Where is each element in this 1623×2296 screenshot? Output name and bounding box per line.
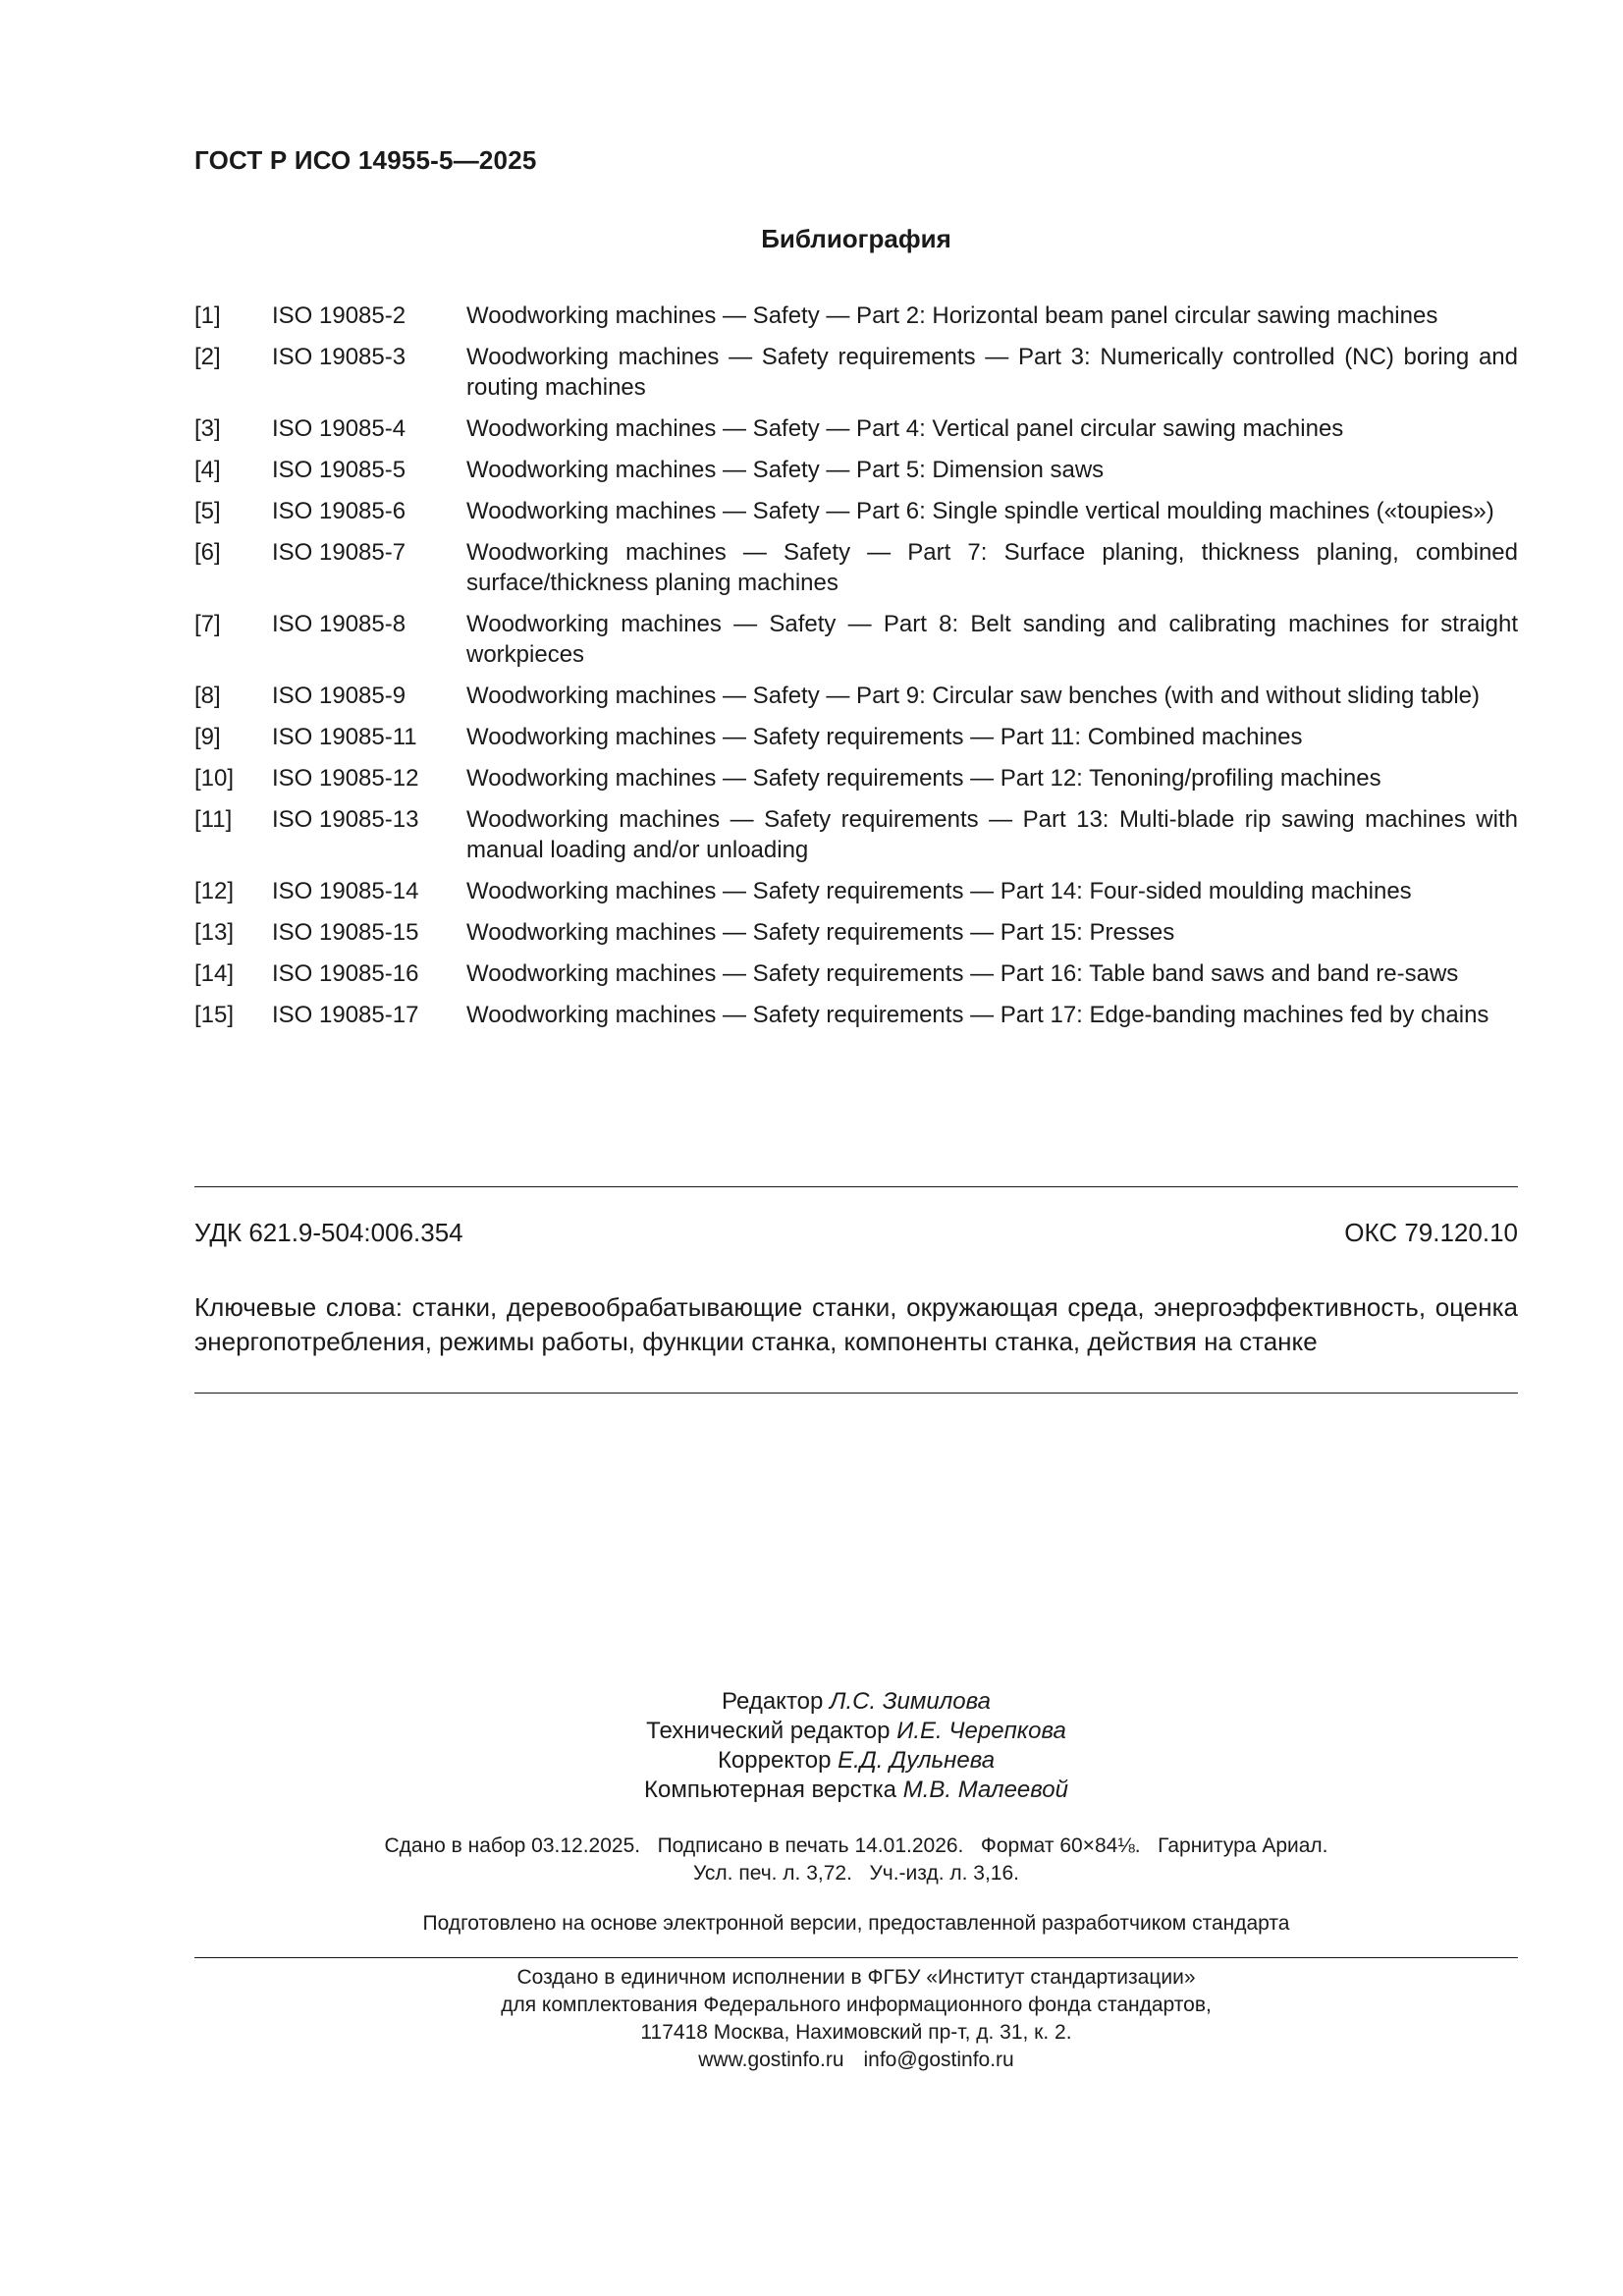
entry-number: [14] [194, 960, 235, 987]
bibliography-entry [194, 917, 1518, 948]
entry-standard-code: ISO 19085-14 [272, 878, 419, 904]
credit-role: Корректор [717, 1747, 832, 1774]
entry-standard-code: ISO 19085-6 [272, 498, 406, 524]
entry-standard-code: ISO 19085-2 [272, 302, 406, 329]
udk-code: УДК 621.9-504:006.354 [194, 1218, 463, 1247]
bibliography-entry [194, 609, 1518, 670]
credit-name: И.Е. Черепкова [896, 1718, 1066, 1744]
credit-name: Е.Д. Дульнева [838, 1747, 996, 1774]
credit-technical-editor [194, 1717, 1518, 1746]
entry-standard-code: ISO 19085-7 [272, 539, 406, 566]
footer-line-3: 117418 Москва, Нахимовский пр-т, д. 31, к. 2. [640, 2021, 1072, 2044]
bibliography-entry [194, 496, 1518, 526]
bibliography-entry [194, 804, 1518, 865]
credit-role: Технический редактор [646, 1718, 891, 1744]
credit-proofreader [194, 1746, 1518, 1776]
entry-standard-code: ISO 19085-11 [272, 724, 417, 750]
bibliography-entry [194, 342, 1518, 403]
bibliography-entry [194, 876, 1518, 906]
entry-standard-code: ISO 19085-17 [272, 1002, 419, 1028]
entry-number: [11] [194, 806, 233, 833]
print-info-line-2: Усл. печ. л. 3,72. Уч.-изд. л. 3,16. [692, 1862, 1019, 1885]
entry-title: Woodworking machines — Safety requirements — Part 12: Tenoning/profiling machines [466, 765, 1381, 792]
entry-number: [2] [194, 344, 221, 370]
divider-top [194, 1186, 1518, 1187]
keywords: Ключевые слова: станки, деревообрабатывающие станки, окружающая среда, энергоэффективность, оценка энергопотребления, режимы работы, функции станка, компоненты станка, действия на станке [194, 1292, 1518, 1356]
bibliography-entry [194, 958, 1518, 989]
entry-title: Woodworking machines — Safety — Part 6: Single spindle vertical moulding machines («toupies») [466, 498, 1494, 524]
entry-number: [10] [194, 765, 235, 792]
entry-number: [6] [194, 539, 221, 566]
credit-role: Компьютерная верстка [644, 1777, 897, 1803]
publisher-footer [194, 1964, 1518, 2074]
entry-standard-code: ISO 19085-4 [272, 415, 406, 442]
bibliography-entry [194, 413, 1518, 444]
credit-name: Л.С. Зимилова [830, 1688, 991, 1715]
bibliography-list [194, 301, 1518, 1041]
entry-title: Woodworking machines — Safety requirements — Part 3: Numerically controlled (NC) boring and routing machines [466, 344, 1518, 401]
footer-line-1: Создано в единичном исполнении в ФГБУ «Институт стандартизации» [516, 1966, 1196, 1989]
entry-number: [3] [194, 415, 221, 442]
bibliography-entry [194, 681, 1518, 711]
entry-title: Woodworking machines — Safety — Part 4: Vertical panel circular sawing machines [466, 415, 1344, 442]
divider-keywords [194, 1393, 1518, 1394]
entry-title: Woodworking machines — Safety requirements — Part 15: Presses [466, 919, 1175, 946]
bibliography-entry [194, 455, 1518, 485]
entry-title: Woodworking machines — Safety — Part 2: Horizontal beam panel circular sawing machines [466, 302, 1438, 329]
entry-standard-code: ISO 19085-8 [272, 611, 406, 637]
email-link[interactable]: info@gostinfo.ru [863, 2049, 1014, 2071]
entry-title: Woodworking machines — Safety — Part 5: Dimension saws [466, 457, 1105, 483]
bibliography-entry [194, 301, 1518, 331]
prepared-note: Подготовлено на основе электронной версии, предоставленной разработчиком стандарта [422, 1912, 1290, 1935]
footer-contacts [194, 2047, 1518, 2074]
entry-number: [12] [194, 878, 235, 904]
entry-number: [9] [194, 724, 221, 750]
entry-standard-code: ISO 19085-13 [272, 806, 419, 833]
credit-layout [194, 1776, 1518, 1805]
entry-standard-code: ISO 19085-15 [272, 919, 419, 946]
entry-standard-code: ISO 19085-9 [272, 683, 406, 709]
entry-title: Woodworking machines — Safety requirements — Part 11: Combined machines [466, 724, 1303, 750]
credit-role: Редактор [722, 1688, 824, 1715]
bibliography-entry [194, 537, 1518, 598]
credit-editor [194, 1687, 1518, 1717]
entry-standard-code: ISO 19085-16 [272, 960, 419, 987]
bibliography-entry [194, 1000, 1518, 1030]
entry-standard-code: ISO 19085-12 [272, 765, 419, 792]
entry-standard-code: ISO 19085-5 [272, 457, 406, 483]
website-link[interactable]: www.gostinfo.ru [698, 2049, 844, 2071]
entry-title: Woodworking machines — Safety — Part 8: Belt sanding and calibrating machines for straight workpieces [466, 611, 1518, 668]
credit-name: М.В. Малеевой [902, 1777, 1068, 1803]
entry-title: Woodworking machines — Safety — Part 7: Surface planing, thickness planing, combined surface/thickness planing machines [466, 539, 1518, 596]
divider-footer [194, 1957, 1518, 1958]
entry-number: [15] [194, 1002, 235, 1028]
entry-number: [4] [194, 457, 221, 483]
entry-title: Woodworking machines — Safety requirements — Part 14: Four-sided moulding machines [466, 878, 1412, 904]
footer-line-2: для комплектования Федерального информационного фонда стандартов, [501, 1994, 1212, 2016]
entry-number: [1] [194, 302, 221, 329]
document-code: ГОСТ Р ИСО 14955-5—2025 [194, 145, 537, 175]
credits-block [194, 1687, 1518, 1805]
oks-code: ОКС 79.120.10 [1344, 1218, 1518, 1247]
entry-standard-code: ISO 19085-3 [272, 344, 406, 370]
classification-row [194, 1218, 1518, 1248]
entry-title: Woodworking machines — Safety requirements — Part 17: Edge-banding machines fed by chains [466, 1002, 1489, 1028]
print-info-line-1: Сдано в набор 03.12.2025. Подписано в печать 14.01.2026. Формат 60×84⅛. Гарнитура Ариал. [384, 1834, 1328, 1857]
print-info [194, 1832, 1518, 1887]
entry-number: [8] [194, 683, 221, 709]
bibliography-entry [194, 763, 1518, 793]
entry-number: [5] [194, 498, 221, 524]
bibliography-entry [194, 722, 1518, 752]
entry-title: Woodworking machines — Safety requirements — Part 13: Multi-blade rip sawing machines with manual loading and/or unloading [466, 806, 1518, 863]
entry-title: Woodworking machines — Safety requirements — Part 16: Table band saws and band re-saws [466, 960, 1459, 987]
entry-number: [13] [194, 919, 235, 946]
entry-number: [7] [194, 611, 221, 637]
entry-title: Woodworking machines — Safety — Part 9: Circular saw benches (with and without sliding table) [466, 683, 1481, 709]
bibliography-title: Библиография [761, 224, 951, 253]
